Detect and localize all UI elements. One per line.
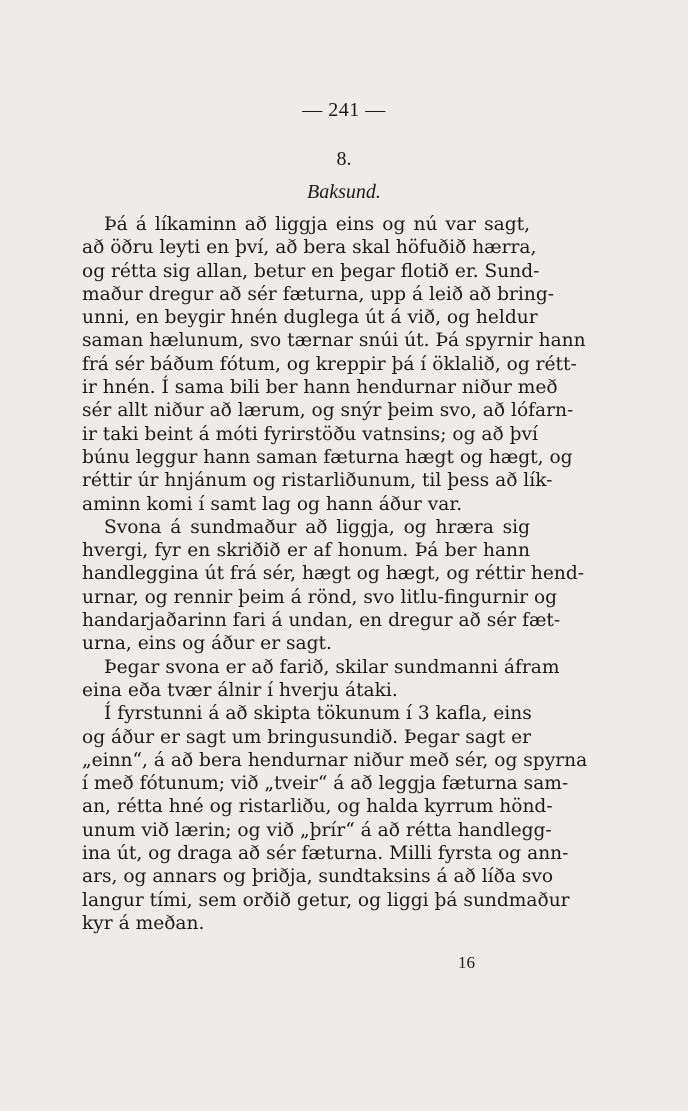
text-line: réttir úr hnjánum og ristarliðunum, til þess að lík-	[82, 470, 553, 492]
text-line: saman hælunum, svo tærnar snúi út. Þá spyrnir hann	[82, 330, 586, 352]
text-line: handarjaðarinn fari á undan, en dregur að sér fæt-	[82, 610, 561, 632]
section-number: 8.	[336, 148, 352, 170]
text-line: Þegar svona er að farið, skilar sundmanni áfram	[104, 656, 560, 678]
page-number: — 241 —	[302, 99, 386, 121]
text-line: frá sér báðum fótum, og kreppir þá í öklalið, og rétt-	[82, 353, 577, 375]
text-line: Svona á sundmaður að liggja, og hræra sig	[104, 516, 530, 538]
text-line: unni, en beygir hnén duglega út á við, og heldur	[82, 307, 538, 329]
text-line: í með fótunum; við „tveir“ á að leggja fæturna sam-	[82, 773, 569, 795]
text-line: an, rétta hné og ristarliðu, og halda kyrrum hönd-	[82, 796, 553, 818]
section-title: Baksund.	[307, 181, 381, 203]
text-line: eina eða tvær álnir í hverju átaki.	[82, 679, 398, 701]
text-line: maður dregur að sér fæturna, upp á leið að bring-	[82, 283, 555, 305]
text-line: langur tími, sem orðið getur, og liggi þá sundmaður	[82, 889, 570, 911]
body-text	[82, 213, 588, 935]
signature-mark: 16	[458, 953, 475, 972]
text-line: ir taki beint á móti fyrirstöðu vatnsins; og að því	[82, 423, 538, 445]
text-line: sér allt niður að lærum, og snýr þeim svo, að lófarn-	[82, 400, 574, 422]
text-line: og rétta sig allan, betur en þegar flotið er. Sund-	[82, 260, 540, 282]
text-line: ir hnén. Í sama bili ber hann hendurnar niður með	[82, 377, 558, 399]
text-line: unum við lærin; og við „þrír“ á að rétta handlegg-	[82, 819, 552, 841]
text-line: urnar, og rennir þeim á rönd, svo litlu-fingurnir og	[82, 586, 558, 608]
text-line: og áður er sagt um bringusundið. Þegar sagt er	[82, 726, 532, 748]
text-line: búnu leggur hann saman fæturna hægt og hægt, og	[82, 446, 573, 468]
text-line: að öðru leyti en því, að bera skal höfuðið hærra,	[82, 237, 537, 259]
text-line: ina út, og draga að sér fæturna. Milli fyrsta og ann-	[82, 843, 569, 865]
text-line: urna, eins og áður er sagt.	[82, 633, 332, 655]
text-line: Í fyrstunni á að skipta tökunum í 3 kafla, eins	[104, 703, 532, 725]
text-line: ars, og annars og þriðja, sundtaksins á að líða svo	[82, 866, 554, 888]
text-line: hvergi, fyr en skriðið er af honum. Þá ber hann	[82, 540, 530, 562]
text-line: Þá á líkaminn að liggja eins og nú var sagt,	[104, 214, 530, 235]
text-line: „einn“, á að bera hendurnar niður með sér, og spyrna	[82, 749, 588, 771]
text-line: kyr á meðan.	[82, 912, 205, 934]
text-line: aminn komi í samt lag og hann áður var.	[82, 493, 463, 515]
text-line: handleggina út frá sér, hægt og hægt, og réttir hend-	[82, 563, 585, 585]
